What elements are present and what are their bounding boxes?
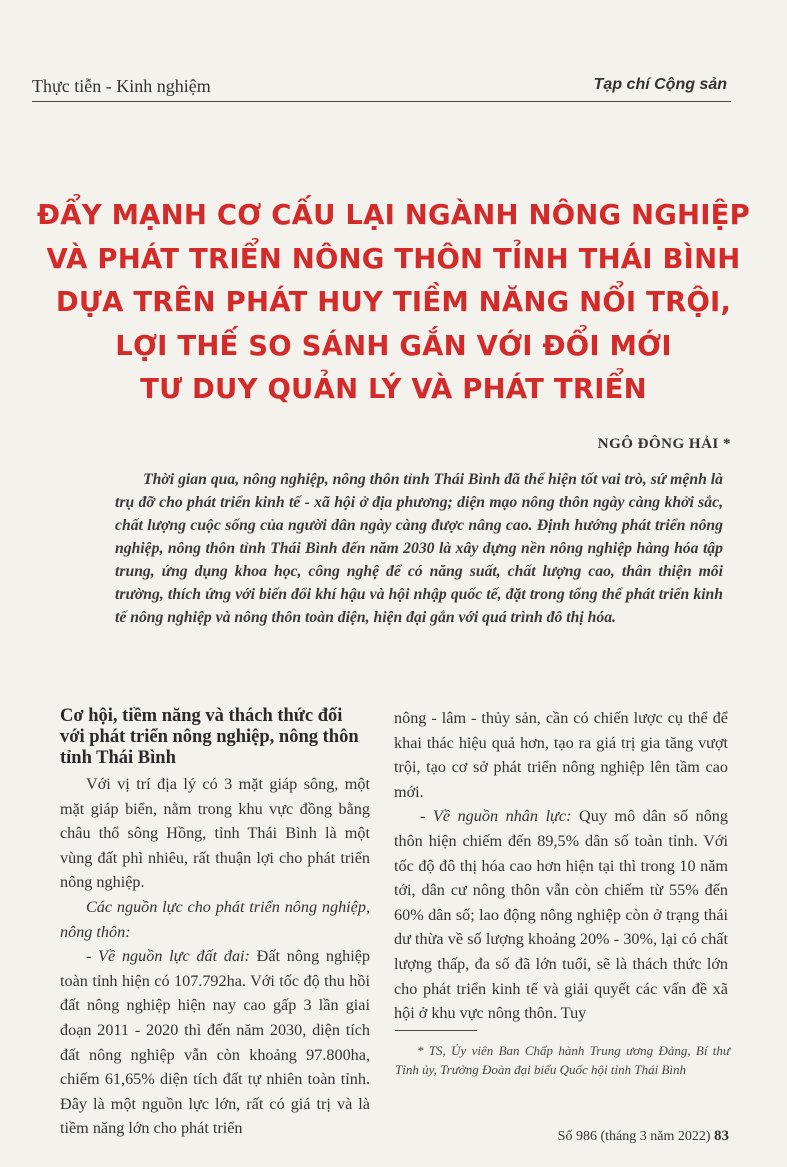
paragraph (60, 944, 370, 1141)
section-label: Thực tiễn - Kinh nghiệm (32, 76, 211, 96)
paragraph: Với vị trí địa lý có 3 mặt giáp sông, một mặt giáp biển, nằm trong khu vực đồng bằng châu thổ sông Hồng, tỉnh Thái Bình là một vùng đất phì nhiêu, rất thuận lợi cho phát triển nông nghiệp. (60, 775, 370, 892)
header-divider (32, 101, 731, 102)
page-footer (558, 1128, 729, 1145)
paragraph (394, 804, 728, 1025)
right-column (394, 706, 728, 1026)
journal-name: Tạp chí Cộng sản (593, 76, 727, 93)
article-title (20, 194, 767, 412)
paragraph (60, 895, 370, 944)
title-line: ĐẨY MẠNH CƠ CẤU LẠI NGÀNH NÔNG NGHIỆP (36, 199, 751, 231)
issue-info: Số 986 (tháng 3 năm 2022) (557, 1129, 711, 1144)
author-name: NGÔ ĐÔNG HẢI * (597, 436, 731, 452)
title-line: LỢI THẾ SO SÁNH GẮN VỚI ĐỔI MỚI (115, 329, 672, 362)
paragraph: nông - lâm - thủy sản, cần có chiến lược cụ thể để khai thác hiệu quả hơn, tạo ra giá trị gia tăng vượt trội, tạo cơ sở phát triển nông nghiệp lên tầm cao mới. (394, 709, 728, 801)
footnote-divider (395, 1030, 477, 1031)
paragraph-text: Các nguồn lực cho phát triển nông nghiệp, nông thôn: (60, 897, 370, 941)
title-line: DỰA TRÊN PHÁT HUY TIỀM NĂNG NỔI TRỘI, (55, 286, 732, 319)
footnote: * TS, Ủy viên Ban Chấp hành Trung ương Đảng, Bí thư Tỉnh ủy, Trưởng Đoàn đại biểu Quốc hội tỉnh Thái Bình (395, 1043, 730, 1077)
paragraph-text: Quy mô dân số nông thôn hiện chiếm đến 89,5% dân số toàn tỉnh. Với tốc độ đô thị hóa cao hơn hiện tại thì trong 10 năm tới, dân cư nông thôn vẫn còn chiếm từ 55% đến 60% dân số; lao động nông nghiệp còn ở trạng thái dư thừa về số lượng khoảng 20% - 30%, lại có chất lượng thấp, đa số đã lớn tuổi, sẽ là thách thức lớn cho phát triển kinh tế và giải quyết các vấn đề xã hội ở khu vực nông thôn. Tuy (394, 807, 728, 1023)
paragraph-text: Đất nông nghiệp toàn tỉnh hiện có 107.792ha. Với tốc độ thu hồi đất nông nghiệp hiện nay cao gấp 3 lần giai đoạn 2011 - 2020 thì đến năm 2030, diện tích đất nông nghiệp vẫn còn khoảng 97.800ha, chiếm 61,65% diện tích đất tự nhiên toàn tỉnh. Đây là một nguồn lực lớn, rất có giá trị và là tiềm năng lớn cho phát triển (60, 947, 370, 1138)
left-column (60, 706, 370, 1141)
paragraph-lead: - Về nguồn nhân lực: (420, 807, 572, 826)
section-heading: Cơ hội, tiềm năng và thách thức đối với phát triển nông nghiệp, nông thôn tỉnh Thái Bình (60, 706, 359, 768)
page-number: 83 (714, 1128, 729, 1144)
abstract: Thời gian qua, nông nghiệp, nông thôn tỉnh Thái Bình đã thể hiện tốt vai trò, sứ mệnh là trụ đỡ cho phát triển kinh tế - xã hội ở địa phương; diện mạo nông thôn ngày càng khởi sắc, chất lượng cuộc sống của người dân ngày càng được nâng cao. Định hướng phát triển nông nghiệp, nông thôn tỉnh Thái Bình đến năm 2030 là xây dựng nền nông nghiệp hàng hóa tập trung, ứng dụng khoa học, công nghệ để có năng suất, chất lượng cao, thân thiện môi trường, thích ứng với biến đổi khí hậu và hội nhập quốc tế, đặt trong tổng thể phát triển kinh tế nông nghiệp và nông thôn toàn diện, hiện đại gắn với quá trình đô thị hóa. (115, 471, 723, 626)
title-line: TƯ DUY QUẢN LÝ VÀ PHÁT TRIỂN (140, 373, 647, 406)
title-line: VÀ PHÁT TRIỂN NÔNG THÔN TỈNH THÁI BÌNH (46, 242, 741, 275)
paragraph-lead: - Về nguồn lực đất đai: (86, 947, 250, 966)
